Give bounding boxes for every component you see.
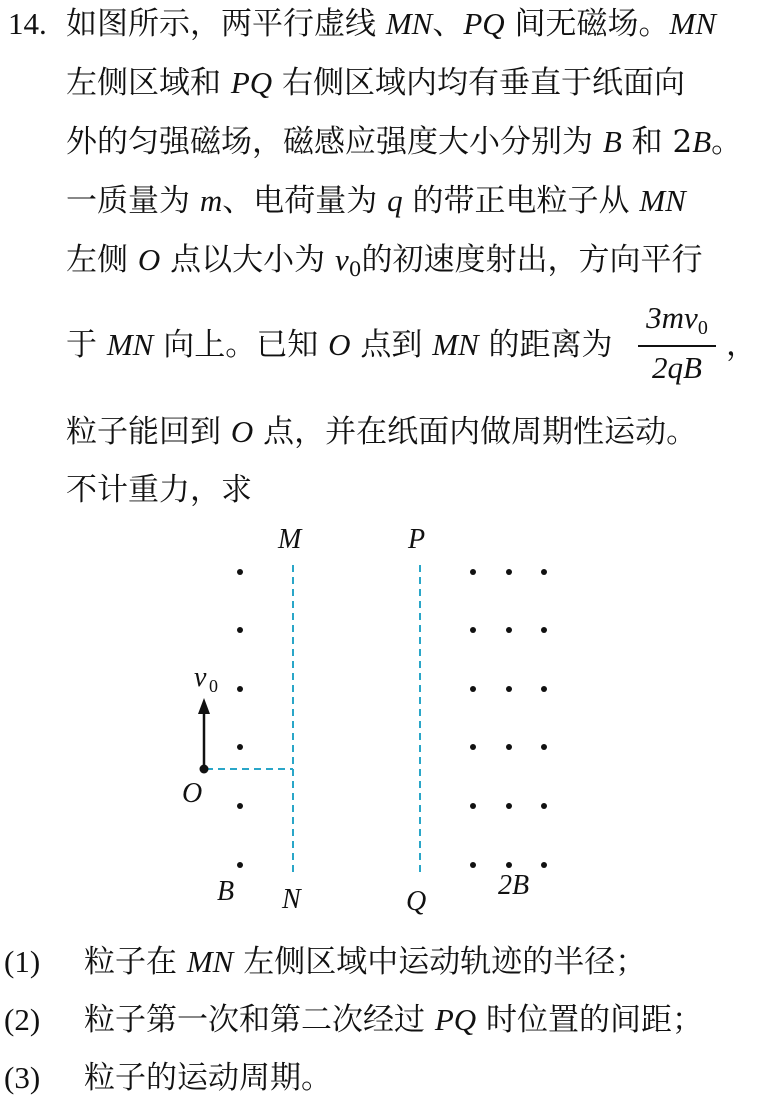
math-symbol: MN bbox=[106, 327, 154, 362]
math-symbol: O bbox=[328, 327, 351, 362]
math-symbol: MN bbox=[186, 944, 234, 979]
problem-line-1: 如图所示，两平行虚线 MN、PQ 间无磁场。MN bbox=[66, 6, 717, 42]
math-symbol: MN bbox=[639, 183, 686, 218]
problem-line-7: 粒子能回到 O 点，并在纸面内做周期性运动。 bbox=[66, 414, 698, 450]
field-dot bbox=[237, 569, 243, 575]
label-v0: v bbox=[194, 662, 207, 693]
distance-fraction bbox=[636, 300, 718, 390]
math-symbol: B bbox=[602, 124, 622, 159]
left-field-dots bbox=[237, 569, 243, 868]
problem-number: 14. bbox=[8, 6, 47, 41]
field-dot bbox=[506, 627, 512, 633]
field-dot bbox=[237, 627, 243, 633]
math-symbol: O bbox=[230, 414, 254, 449]
question-index: (1) bbox=[4, 944, 41, 979]
right-field-dots bbox=[470, 569, 547, 868]
question-text: 粒子在 MN 左侧区域中运动轨迹的半径； bbox=[84, 944, 647, 980]
math-symbol: m bbox=[199, 183, 223, 218]
problem-line-3: 外的匀强磁场，磁感应强度大小分别为 B 和 2B。 bbox=[66, 124, 743, 160]
math-symbol: MN bbox=[669, 6, 717, 41]
magnetic-field-diagram bbox=[160, 520, 580, 920]
math-symbol: O bbox=[137, 242, 161, 277]
field-dot bbox=[470, 569, 476, 575]
math-symbol: PQ bbox=[230, 65, 273, 100]
field-dot bbox=[470, 686, 476, 692]
problem-line-2: 左侧区域和 PQ 右侧区域内均有垂直于纸面向 bbox=[66, 65, 686, 101]
question-index: (3) bbox=[4, 1060, 41, 1095]
math-symbol: MN bbox=[432, 327, 479, 362]
label-q: Q bbox=[406, 886, 427, 917]
field-dot bbox=[237, 744, 243, 750]
label-v0-subscript: 0 bbox=[209, 676, 218, 696]
math-symbol: q bbox=[387, 183, 403, 218]
field-dot bbox=[470, 862, 476, 868]
fraction-bar bbox=[638, 345, 716, 347]
field-dot bbox=[506, 744, 512, 750]
field-dot bbox=[470, 627, 476, 633]
problem-line-6: 于 MN 向上。已知 O 点到 MN 的距离为 bbox=[66, 327, 613, 363]
field-dot bbox=[541, 803, 547, 809]
field-dot bbox=[541, 569, 547, 575]
field-dot bbox=[237, 803, 243, 809]
math-symbol: PQ bbox=[434, 1002, 477, 1037]
field-dot bbox=[506, 569, 512, 575]
field-dot bbox=[237, 862, 243, 868]
question-text: 粒子的运动周期。 bbox=[84, 1060, 332, 1096]
math-symbol: v bbox=[334, 242, 349, 277]
math-symbol: B bbox=[692, 124, 712, 159]
velocity-arrow-head bbox=[198, 698, 210, 714]
field-dot bbox=[541, 627, 547, 633]
field-dot bbox=[506, 686, 512, 692]
field-dot bbox=[541, 862, 547, 868]
label-field-b: B bbox=[217, 876, 235, 907]
field-dot bbox=[470, 803, 476, 809]
math-subscript: 0 bbox=[348, 257, 362, 281]
field-dot bbox=[506, 803, 512, 809]
field-dot bbox=[541, 686, 547, 692]
field-dot bbox=[470, 744, 476, 750]
problem-line-8: 不计重力，求 bbox=[66, 472, 252, 508]
problem-line-4: 一质量为 m、电荷量为 q 的带正电粒子从 MN bbox=[66, 183, 686, 219]
question-text: 粒子第一次和第二次经过 PQ 时位置的间距； bbox=[84, 1002, 704, 1038]
math-symbol: MN bbox=[385, 6, 433, 41]
label-field-2b: 2B bbox=[498, 870, 530, 901]
label-n: N bbox=[282, 884, 301, 915]
field-dot bbox=[237, 686, 243, 692]
label-p: P bbox=[408, 524, 426, 555]
label-m: M bbox=[278, 524, 302, 555]
fraction-numerator: $3mv_0$ bbox=[646, 300, 708, 339]
field-dot bbox=[541, 744, 547, 750]
label-o: O bbox=[182, 778, 203, 809]
problem-line-5: 左侧 O 点以大小为 $v_0$的初速度射出，方向平行 bbox=[66, 242, 703, 281]
math-symbol: PQ bbox=[463, 6, 505, 41]
field-dot bbox=[506, 862, 512, 868]
fraction-comma: ， bbox=[726, 327, 757, 363]
fraction-denominator: 2qB bbox=[652, 350, 702, 385]
question-index: (2) bbox=[4, 1002, 41, 1037]
